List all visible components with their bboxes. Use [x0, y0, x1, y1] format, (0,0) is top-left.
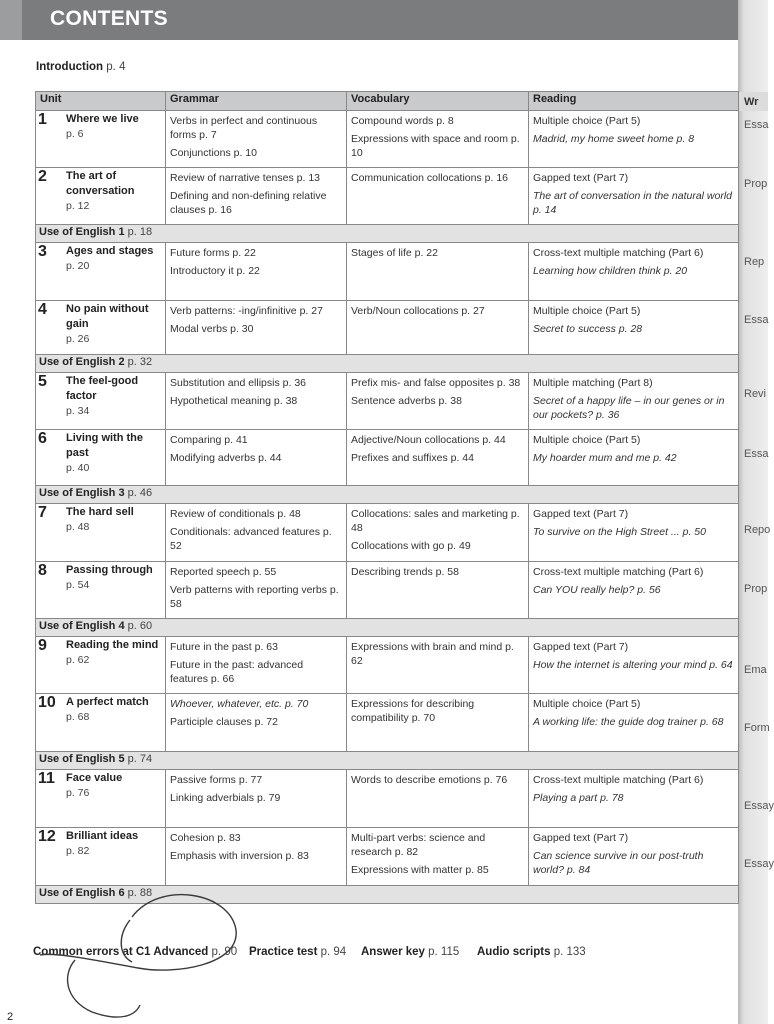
- unit-number: 7: [38, 504, 47, 521]
- page-number: 2: [7, 1011, 14, 1023]
- unit-title: Ages and stages: [66, 245, 154, 257]
- grammar-item: Conditionals: advanced features p. 52: [170, 526, 332, 552]
- unit-title: Living with the past: [66, 432, 143, 459]
- vocabulary-item: Verb/Noun collocations p. 27: [351, 305, 485, 317]
- reading-task: Cross-text multiple matching (Part 6): [533, 247, 704, 259]
- reading-task: Gapped text (Part 7): [533, 641, 629, 653]
- use-of-english-label: Use of English 2: [39, 356, 125, 368]
- unit-page: p. 54: [66, 579, 90, 591]
- reading-text: Madrid, my home sweet home p. 8: [533, 133, 695, 145]
- grammar-item: Substitution and ellipsis p. 36: [170, 377, 307, 389]
- vocabulary-item: Expressions with brain and mind p. 62: [351, 641, 514, 667]
- unit-number: 2: [38, 168, 47, 185]
- unit-number: 8: [38, 562, 47, 579]
- next-page-cell-text: Essa: [744, 448, 769, 460]
- grammar-item: Future in the past: advanced features p. 66: [170, 659, 304, 685]
- next-page-cell-text: Repo: [744, 524, 771, 536]
- reading-text: A working life: the guide dog trainer p. 68: [533, 716, 724, 728]
- vocabulary-item: Communication collocations p. 16: [351, 172, 508, 184]
- unit-page: p. 40: [66, 462, 90, 474]
- unit-number: 9: [38, 637, 47, 654]
- grammar-item: Future forms p. 22: [170, 247, 256, 259]
- reading-text: Secret of a happy life – in our genes or in our pockets? p. 36: [533, 395, 725, 421]
- use-of-english-page: p. 88: [127, 887, 153, 899]
- unit-page: p. 20: [66, 260, 90, 272]
- use-of-english-label: Use of English 5: [39, 753, 125, 765]
- reading-task: Cross-text multiple matching (Part 6): [533, 774, 704, 786]
- grammar-item: Verb patterns with reporting verbs p. 58: [170, 584, 339, 610]
- use-of-english-label: Use of English 6: [39, 887, 125, 899]
- vocabulary-item: Prefix mis- and false opposites p. 38: [351, 377, 521, 389]
- grammar-item: Verbs in perfect and continuous forms p. 7: [170, 115, 318, 141]
- unit-title: The art of conversation: [66, 170, 135, 197]
- footer-page: p. 94: [320, 946, 347, 958]
- next-page-cell-text: Form: [744, 722, 770, 734]
- reading-text: Secret to success p. 28: [533, 323, 643, 335]
- vocabulary-item: Stages of life p. 22: [351, 247, 438, 259]
- unit-number: 1: [38, 111, 47, 128]
- unit-title: A perfect match: [66, 696, 149, 708]
- next-page-cell-text: Essa: [744, 314, 769, 326]
- unit-number: 4: [38, 301, 47, 318]
- grammar-item: Review of narrative tenses p. 13: [170, 172, 320, 184]
- next-page-cell-text: Ema: [744, 664, 767, 676]
- next-page-cell-text: Prop: [744, 178, 768, 190]
- introduction-page: p. 4: [106, 61, 126, 73]
- vocabulary-item: Expressions with space and room p. 10: [351, 133, 520, 159]
- unit-page: p. 48: [66, 521, 90, 533]
- use-of-english-page: p. 18: [127, 226, 153, 238]
- reading-text: Learning how children think p. 20: [533, 265, 688, 277]
- introduction-label: Introduction: [36, 61, 104, 73]
- reading-text: My hoarder mum and me p. 42: [533, 452, 677, 464]
- reading-task: Gapped text (Part 7): [533, 172, 629, 184]
- use-of-english-page: p. 74: [127, 753, 153, 765]
- unit-title: No pain without gain: [66, 303, 149, 330]
- reading-task: Multiple choice (Part 5): [533, 698, 641, 710]
- unit-title: Reading the mind: [66, 639, 159, 651]
- grammar-item: Emphasis with inversion p. 83: [170, 850, 309, 862]
- next-page-cell-text: Rep: [744, 256, 765, 268]
- reading-task: Cross-text multiple matching (Part 6): [533, 566, 704, 578]
- next-page-header-text: Wr: [744, 96, 759, 108]
- use-of-english-label: Use of English 3: [39, 487, 125, 499]
- next-page-cell-text: Revi: [744, 388, 767, 400]
- use-of-english-page: p. 32: [127, 356, 153, 368]
- reading-text: Can science survive in our post-truth world? p. 84: [533, 850, 704, 876]
- reading-task: Multiple choice (Part 5): [533, 115, 641, 127]
- unit-title: Face value: [66, 772, 123, 784]
- footer-page: p. 90: [211, 946, 238, 958]
- vocabulary-item: Compound words p. 8: [351, 115, 454, 127]
- vocabulary-item: Describing trends p. 58: [351, 566, 459, 578]
- unit-number: 6: [38, 430, 47, 447]
- vocabulary-item: Words to describe emotions p. 76: [351, 774, 508, 786]
- next-page-cell-text: Essay: [744, 858, 774, 870]
- use-of-english-page: p. 60: [127, 620, 153, 632]
- grammar-item: Passive forms p. 77: [170, 774, 263, 786]
- header-vocabulary: Vocabulary: [347, 92, 529, 111]
- grammar-item: Whoever, whatever, etc. p. 70: [170, 698, 309, 710]
- unit-number: 11: [38, 770, 55, 787]
- vocabulary-item: Expressions with matter p. 85: [351, 864, 489, 876]
- header-grammar: Grammar: [166, 92, 347, 111]
- reading-task: Multiple matching (Part 8): [533, 377, 653, 389]
- unit-page: p. 62: [66, 654, 90, 666]
- grammar-item: Future in the past p. 63: [170, 641, 278, 653]
- grammar-item: Cohesion p. 83: [170, 832, 241, 844]
- footer-label: Common errors at C1 Advanced: [33, 946, 209, 958]
- grammar-item: Defining and non-defining relative clauses p. 16: [170, 190, 327, 216]
- unit-page: p. 12: [66, 200, 90, 212]
- header-reading: Reading: [529, 92, 739, 111]
- grammar-item: Introductory it p. 22: [170, 265, 260, 277]
- reading-text: To survive on the High Street ... p. 50: [533, 526, 706, 538]
- reading-text: The art of conversation in the natural world p. 14: [533, 190, 733, 216]
- footer-label: Answer key: [361, 946, 425, 958]
- footer-page: p. 115: [428, 946, 460, 958]
- scribble-stroke: [40, 895, 236, 1017]
- vocabulary-item: Prefixes and suffixes p. 44: [351, 452, 474, 464]
- unit-page: p. 68: [66, 711, 90, 723]
- vocabulary-item: Expressions for describing compatibility p. 70: [351, 698, 475, 724]
- grammar-item: Hypothetical meaning p. 38: [170, 395, 298, 407]
- unit-title: The hard sell: [66, 506, 134, 518]
- unit-title: Where we live: [66, 113, 139, 125]
- grammar-item: Participle clauses p. 72: [170, 716, 278, 728]
- page-title: CONTENTS: [50, 7, 168, 30]
- unit-page: p. 26: [66, 333, 90, 345]
- grammar-item: Reported speech p. 55: [170, 566, 277, 578]
- unit-page: p. 34: [66, 405, 90, 417]
- vocabulary-item: Collocations with go p. 49: [351, 540, 471, 552]
- reading-text: Playing a part p. 78: [533, 792, 624, 804]
- grammar-item: Review of conditionals p. 48: [170, 508, 301, 520]
- vocabulary-item: Adjective/Noun collocations p. 44: [351, 434, 506, 446]
- vocabulary-item: Multi-part verbs: science and research p. 82: [351, 832, 486, 858]
- grammar-item: Modal verbs p. 30: [170, 323, 254, 335]
- unit-title: Brilliant ideas: [66, 830, 139, 842]
- header-unit: Unit: [36, 92, 166, 111]
- grammar-item: Linking adverbials p. 79: [170, 792, 281, 804]
- grammar-item: Comparing p. 41: [170, 434, 248, 446]
- footer-label: Practice test: [249, 946, 318, 958]
- unit-number: 12: [38, 828, 56, 845]
- footer-label: Audio scripts: [477, 946, 551, 958]
- unit-number: 5: [38, 373, 47, 390]
- reading-task: Multiple choice (Part 5): [533, 434, 641, 446]
- unit-number: 3: [38, 243, 47, 260]
- vocabulary-item: Collocations: sales and marketing p. 48: [351, 508, 520, 534]
- use-of-english-label: Use of English 4: [39, 620, 125, 632]
- unit-page: p. 82: [66, 845, 90, 857]
- footer-page: p. 133: [553, 946, 586, 958]
- next-page-cell-text: Essay: [744, 800, 774, 812]
- vocabulary-item: Sentence adverbs p. 38: [351, 395, 462, 407]
- reading-text: Can YOU really help? p. 56: [533, 584, 661, 596]
- unit-page: p. 76: [66, 787, 90, 799]
- reading-task: Multiple choice (Part 5): [533, 305, 641, 317]
- next-page-cell-text: Essa: [744, 119, 769, 131]
- use-of-english-page: p. 46: [127, 487, 153, 499]
- grammar-item: Verb patterns: -ing/infinitive p. 27: [170, 305, 323, 317]
- unit-title: Passing through: [66, 564, 153, 576]
- unit-number: 10: [38, 694, 56, 711]
- reading-task: Gapped text (Part 7): [533, 832, 629, 844]
- unit-title: The feel-good factor: [66, 375, 139, 402]
- grammar-item: Conjunctions p. 10: [170, 147, 257, 159]
- next-page-cell-text: Prop: [744, 583, 768, 595]
- use-of-english-label: Use of English 1: [39, 226, 125, 238]
- reading-task: Gapped text (Part 7): [533, 508, 629, 520]
- reading-text: How the internet is altering your mind p. 64: [533, 659, 733, 671]
- unit-page: p. 6: [66, 128, 84, 140]
- grammar-item: Modifying adverbs p. 44: [170, 452, 282, 464]
